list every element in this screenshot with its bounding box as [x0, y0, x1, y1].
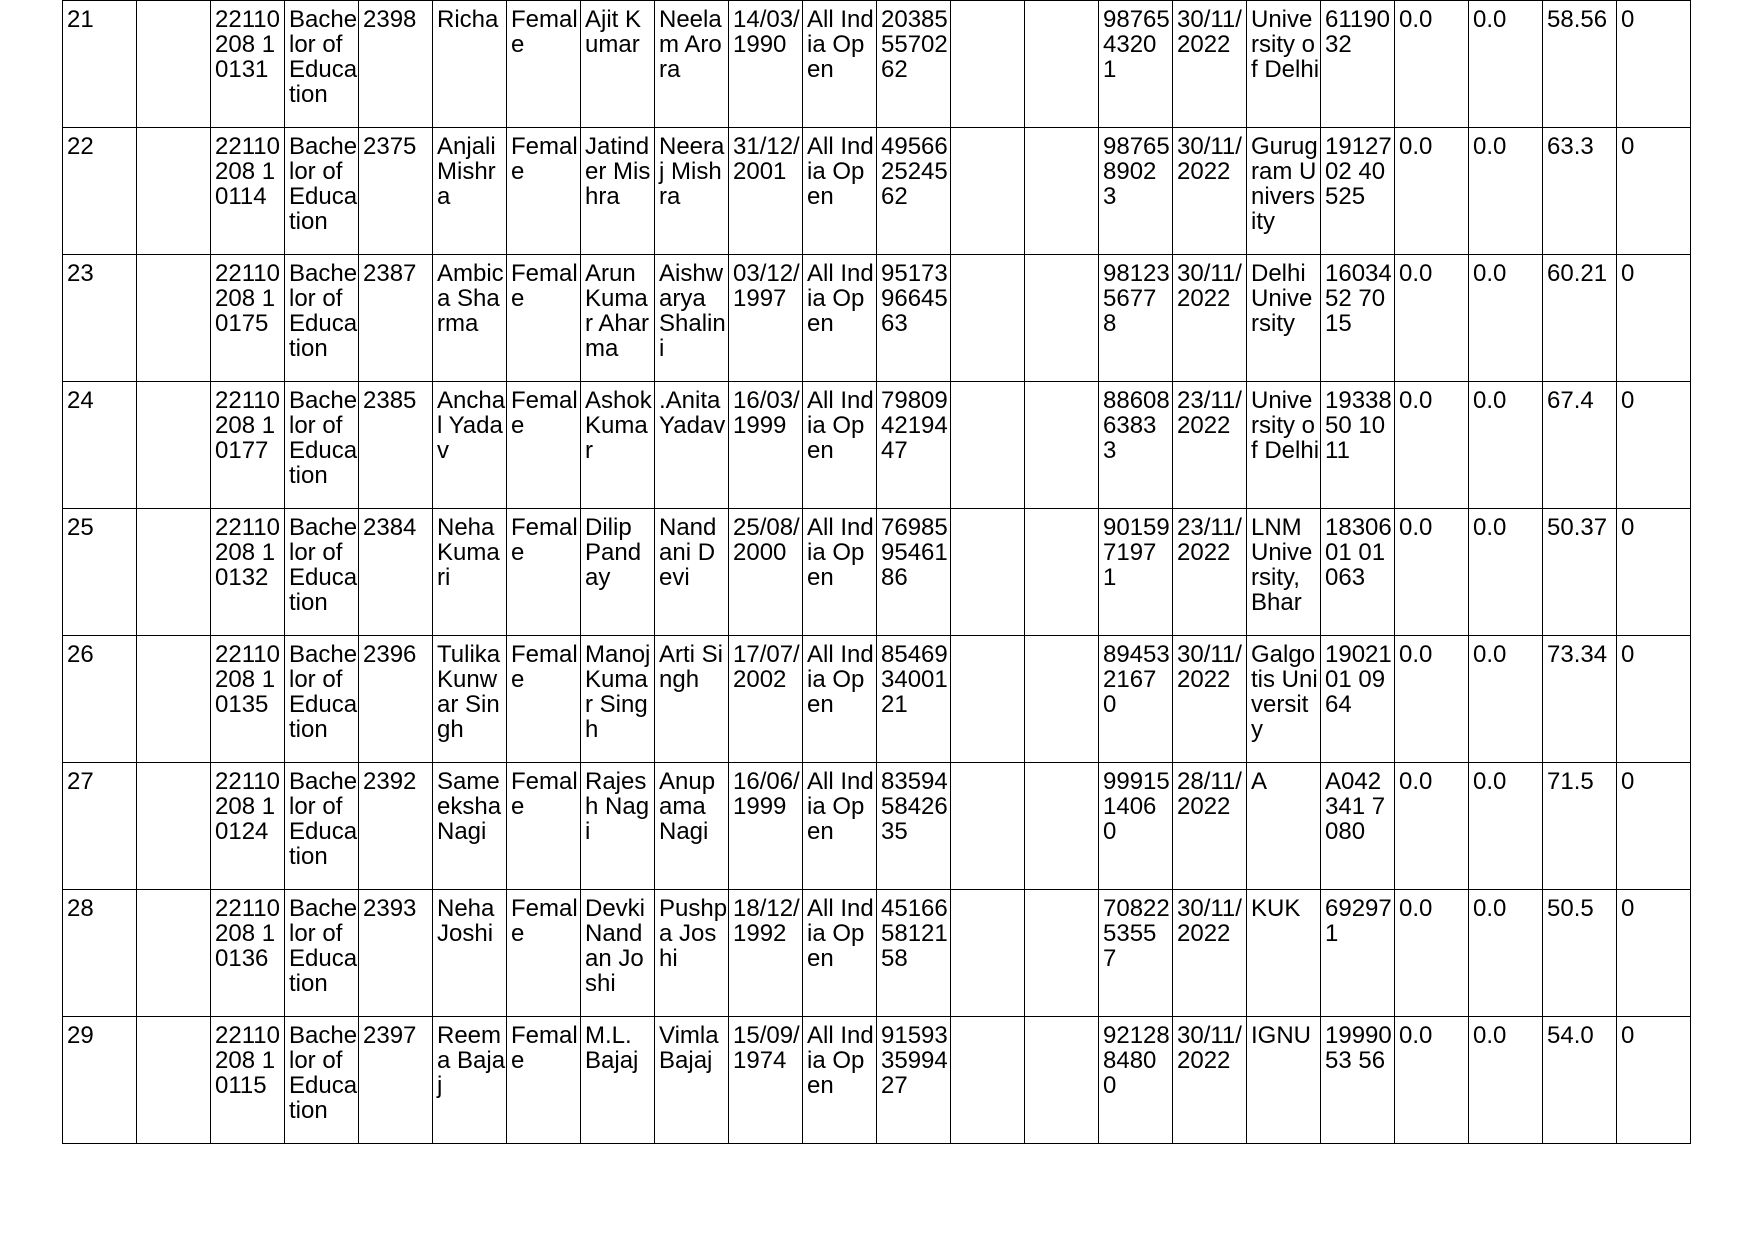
- university-cell: IGNU: [1247, 1017, 1321, 1144]
- score-b-cell: 0.0: [1469, 1, 1543, 128]
- blank-cell: [1025, 636, 1099, 763]
- phone-cell: 999151406 0: [1099, 763, 1173, 890]
- date-cell: 30/11/2022: [1173, 890, 1247, 1017]
- course-cell: Bachelor of Education: [285, 128, 359, 255]
- percentage-cell: 54.0: [1543, 1017, 1617, 1144]
- roll-number-cell: 2397: [359, 1017, 433, 1144]
- university-cell: University of Delhi: [1247, 1, 1321, 128]
- score-a-cell: 0.0: [1395, 1, 1469, 128]
- percentage-cell: 50.37: [1543, 509, 1617, 636]
- blank-cell: [951, 382, 1025, 509]
- score-b-cell: 0.0: [1469, 636, 1543, 763]
- score-a-cell: 0.0: [1395, 509, 1469, 636]
- course-cell: Bachelor of Education: [285, 636, 359, 763]
- serial-number-cell: 27: [63, 763, 137, 890]
- mother-name-cell: Neeraj Mishra: [655, 128, 729, 255]
- registration-number-cell: 22110208 10114: [211, 128, 285, 255]
- serial-number-cell: 22: [63, 128, 137, 255]
- roll-number-cell: 2387: [359, 255, 433, 382]
- registration-number-cell: 22110208 10115: [211, 1017, 285, 1144]
- father-name-cell: M.L. Bajaj: [581, 1017, 655, 1144]
- name-cell: Reema Bajaj: [433, 1017, 507, 1144]
- course-cell: Bachelor of Education: [285, 890, 359, 1017]
- gender-cell: Female: [507, 890, 581, 1017]
- id-cell: A042341 7080: [1321, 763, 1395, 890]
- blank-cell: [137, 890, 211, 1017]
- roll-number-cell: 2392: [359, 763, 433, 890]
- father-name-cell: Dilip Panday: [581, 509, 655, 636]
- name-cell: Anjali Mishra: [433, 128, 507, 255]
- blank-cell: [1025, 382, 1099, 509]
- category-cell: All India Open: [803, 763, 877, 890]
- serial-number-cell: 24: [63, 382, 137, 509]
- gender-cell: Female: [507, 509, 581, 636]
- serial-number-cell: 25: [63, 509, 137, 636]
- blank-cell: [137, 382, 211, 509]
- id-cell: 6119032: [1321, 1, 1395, 128]
- blank-cell: [951, 255, 1025, 382]
- score-a-cell: 0.0: [1395, 382, 1469, 509]
- dob-cell: 03/12/1997: [729, 255, 803, 382]
- gender-cell: Female: [507, 128, 581, 255]
- serial-number-cell: 28: [63, 890, 137, 1017]
- mother-name-cell: .Anita Yadav: [655, 382, 729, 509]
- table-row: [63, 509, 1691, 636]
- dob-cell: 15/09/1974: [729, 1017, 803, 1144]
- phone-cell: 894532167 0: [1099, 636, 1173, 763]
- table-row: [63, 128, 1691, 255]
- percentage-cell: 63.3: [1543, 128, 1617, 255]
- blank-cell: [1025, 509, 1099, 636]
- percentage-cell: 71.5: [1543, 763, 1617, 890]
- flag-cell: 0: [1617, 509, 1691, 636]
- score-a-cell: 0.0: [1395, 255, 1469, 382]
- gender-cell: Female: [507, 763, 581, 890]
- aadhaar-cell: 203855570262: [877, 1, 951, 128]
- id-cell: 1999053 56: [1321, 1017, 1395, 1144]
- blank-cell: [951, 1017, 1025, 1144]
- blank-cell: [951, 509, 1025, 636]
- date-cell: 30/11/2022: [1173, 1, 1247, 128]
- table-row: [63, 382, 1691, 509]
- university-cell: Galgotis University: [1247, 636, 1321, 763]
- blank-cell: [1025, 1017, 1099, 1144]
- serial-number-cell: 21: [63, 1, 137, 128]
- score-b-cell: 0.0: [1469, 128, 1543, 255]
- aadhaar-cell: 769859546186: [877, 509, 951, 636]
- name-cell: Neha Kumari: [433, 509, 507, 636]
- date-cell: 30/11/2022: [1173, 1017, 1247, 1144]
- mother-name-cell: Neelam Arora: [655, 1, 729, 128]
- gender-cell: Female: [507, 255, 581, 382]
- name-cell: Richa: [433, 1, 507, 128]
- gender-cell: Female: [507, 382, 581, 509]
- category-cell: All India Open: [803, 509, 877, 636]
- blank-cell: [951, 763, 1025, 890]
- registration-number-cell: 22110208 10175: [211, 255, 285, 382]
- id-cell: 1912702 40525: [1321, 128, 1395, 255]
- roll-number-cell: 2393: [359, 890, 433, 1017]
- blank-cell: [1025, 255, 1099, 382]
- percentage-cell: 50.5: [1543, 890, 1617, 1017]
- score-b-cell: 0.0: [1469, 763, 1543, 890]
- name-cell: Tulika Kunwar Singh: [433, 636, 507, 763]
- roll-number-cell: 2385: [359, 382, 433, 509]
- blank-cell: [137, 1017, 211, 1144]
- dob-cell: 16/03/1999: [729, 382, 803, 509]
- registration-number-cell: 22110208 10131: [211, 1, 285, 128]
- category-cell: All India Open: [803, 636, 877, 763]
- id-cell: 1830601 01063: [1321, 509, 1395, 636]
- phone-cell: 886086383 3: [1099, 382, 1173, 509]
- table-row: [63, 1, 1691, 128]
- name-cell: Sameeksha Nagi: [433, 763, 507, 890]
- data-table: [62, 0, 1691, 1144]
- phone-cell: 987658902 3: [1099, 128, 1173, 255]
- aadhaar-cell: 835945842635: [877, 763, 951, 890]
- date-cell: 23/11/2022: [1173, 509, 1247, 636]
- roll-number-cell: 2398: [359, 1, 433, 128]
- blank-cell: [1025, 763, 1099, 890]
- blank-cell: [137, 128, 211, 255]
- serial-number-cell: 29: [63, 1017, 137, 1144]
- aadhaar-cell: 854693400121: [877, 636, 951, 763]
- score-a-cell: 0.0: [1395, 128, 1469, 255]
- score-b-cell: 0.0: [1469, 890, 1543, 1017]
- date-cell: 30/11/2022: [1173, 128, 1247, 255]
- blank-cell: [137, 1, 211, 128]
- course-cell: Bachelor of Education: [285, 382, 359, 509]
- id-cell: 1933850 1011: [1321, 382, 1395, 509]
- score-a-cell: 0.0: [1395, 763, 1469, 890]
- course-cell: Bachelor of Education: [285, 1, 359, 128]
- category-cell: All India Open: [803, 1, 877, 128]
- percentage-cell: 73.34: [1543, 636, 1617, 763]
- blank-cell: [137, 255, 211, 382]
- serial-number-cell: 26: [63, 636, 137, 763]
- phone-cell: 921288480 0: [1099, 1017, 1173, 1144]
- father-name-cell: Devki Nandan Joshi: [581, 890, 655, 1017]
- blank-cell: [137, 509, 211, 636]
- blank-cell: [137, 636, 211, 763]
- table-row: [63, 636, 1691, 763]
- gender-cell: Female: [507, 1, 581, 128]
- date-cell: 23/11/2022: [1173, 382, 1247, 509]
- university-cell: LNM University, Bhar: [1247, 509, 1321, 636]
- mother-name-cell: Aishwarya Shalini: [655, 255, 729, 382]
- blank-cell: [951, 890, 1025, 1017]
- name-cell: Neha Joshi: [433, 890, 507, 1017]
- course-cell: Bachelor of Education: [285, 255, 359, 382]
- blank-cell: [1025, 1, 1099, 128]
- blank-cell: [1025, 890, 1099, 1017]
- flag-cell: 0: [1617, 128, 1691, 255]
- phone-cell: 987654320 1: [1099, 1, 1173, 128]
- date-cell: 30/11/2022: [1173, 255, 1247, 382]
- flag-cell: 0: [1617, 382, 1691, 509]
- category-cell: All India Open: [803, 382, 877, 509]
- name-cell: Ambica Sharma: [433, 255, 507, 382]
- flag-cell: 0: [1617, 1, 1691, 128]
- blank-cell: [951, 1, 1025, 128]
- blank-cell: [1025, 128, 1099, 255]
- table-row: [63, 1017, 1691, 1144]
- gender-cell: Female: [507, 1017, 581, 1144]
- aadhaar-cell: 951739664563: [877, 255, 951, 382]
- date-cell: 30/11/2022: [1173, 636, 1247, 763]
- dob-cell: 25/08/2000: [729, 509, 803, 636]
- score-a-cell: 0.0: [1395, 636, 1469, 763]
- dob-cell: 17/07/2002: [729, 636, 803, 763]
- score-b-cell: 0.0: [1469, 382, 1543, 509]
- registration-number-cell: 22110208 10132: [211, 509, 285, 636]
- id-cell: 692971: [1321, 890, 1395, 1017]
- flag-cell: 0: [1617, 890, 1691, 1017]
- aadhaar-cell: 798094219447: [877, 382, 951, 509]
- mother-name-cell: Anupama Nagi: [655, 763, 729, 890]
- percentage-cell: 67.4: [1543, 382, 1617, 509]
- course-cell: Bachelor of Education: [285, 763, 359, 890]
- father-name-cell: Jatinder Mishra: [581, 128, 655, 255]
- category-cell: All India Open: [803, 1017, 877, 1144]
- flag-cell: 0: [1617, 1017, 1691, 1144]
- dob-cell: 31/12/2001: [729, 128, 803, 255]
- gender-cell: Female: [507, 636, 581, 763]
- table-row: [63, 255, 1691, 382]
- mother-name-cell: Vimla Bajaj: [655, 1017, 729, 1144]
- mother-name-cell: Nandani Devi: [655, 509, 729, 636]
- category-cell: All India Open: [803, 128, 877, 255]
- father-name-cell: Ajit Kumar: [581, 1, 655, 128]
- roll-number-cell: 2384: [359, 509, 433, 636]
- dob-cell: 16/06/1999: [729, 763, 803, 890]
- phone-cell: 981235677 8: [1099, 255, 1173, 382]
- registration-number-cell: 22110208 10177: [211, 382, 285, 509]
- phone-cell: 901597197 1: [1099, 509, 1173, 636]
- serial-number-cell: 23: [63, 255, 137, 382]
- percentage-cell: 60.21: [1543, 255, 1617, 382]
- table-body: [63, 1, 1691, 1144]
- phone-cell: 708225355 7: [1099, 890, 1173, 1017]
- category-cell: All India Open: [803, 890, 877, 1017]
- id-cell: 1902101 0964: [1321, 636, 1395, 763]
- course-cell: Bachelor of Education: [285, 509, 359, 636]
- flag-cell: 0: [1617, 255, 1691, 382]
- blank-cell: [951, 636, 1025, 763]
- mother-name-cell: Arti Singh: [655, 636, 729, 763]
- score-a-cell: 0.0: [1395, 890, 1469, 1017]
- father-name-cell: Arun Kumar Aharma: [581, 255, 655, 382]
- mother-name-cell: Pushpa Joshi: [655, 890, 729, 1017]
- score-b-cell: 0.0: [1469, 1017, 1543, 1144]
- percentage-cell: 58.56: [1543, 1, 1617, 128]
- score-b-cell: 0.0: [1469, 255, 1543, 382]
- blank-cell: [137, 763, 211, 890]
- father-name-cell: Rajesh Nagi: [581, 763, 655, 890]
- aadhaar-cell: 915933599427: [877, 1017, 951, 1144]
- score-a-cell: 0.0: [1395, 1017, 1469, 1144]
- registration-number-cell: 22110208 10124: [211, 763, 285, 890]
- table-row: [63, 763, 1691, 890]
- university-cell: A: [1247, 763, 1321, 890]
- dob-cell: 14/03/1990: [729, 1, 803, 128]
- name-cell: Anchal Yadav: [433, 382, 507, 509]
- score-b-cell: 0.0: [1469, 509, 1543, 636]
- table-row: [63, 890, 1691, 1017]
- university-cell: Gurugram University: [1247, 128, 1321, 255]
- father-name-cell: Ashok Kumar: [581, 382, 655, 509]
- flag-cell: 0: [1617, 636, 1691, 763]
- dob-cell: 18/12/1992: [729, 890, 803, 1017]
- roll-number-cell: 2396: [359, 636, 433, 763]
- date-cell: 28/11/2022: [1173, 763, 1247, 890]
- university-cell: Delhi University: [1247, 255, 1321, 382]
- category-cell: All India Open: [803, 255, 877, 382]
- father-name-cell: Manoj Kumar Singh: [581, 636, 655, 763]
- registration-number-cell: 22110208 10136: [211, 890, 285, 1017]
- university-cell: KUK: [1247, 890, 1321, 1017]
- id-cell: 1603452 7015: [1321, 255, 1395, 382]
- aadhaar-cell: 451665812158: [877, 890, 951, 1017]
- flag-cell: 0: [1617, 763, 1691, 890]
- course-cell: Bachelor of Education: [285, 1017, 359, 1144]
- blank-cell: [951, 128, 1025, 255]
- university-cell: University of Delhi: [1247, 382, 1321, 509]
- roll-number-cell: 2375: [359, 128, 433, 255]
- aadhaar-cell: 495662524562: [877, 128, 951, 255]
- registration-number-cell: 22110208 10135: [211, 636, 285, 763]
